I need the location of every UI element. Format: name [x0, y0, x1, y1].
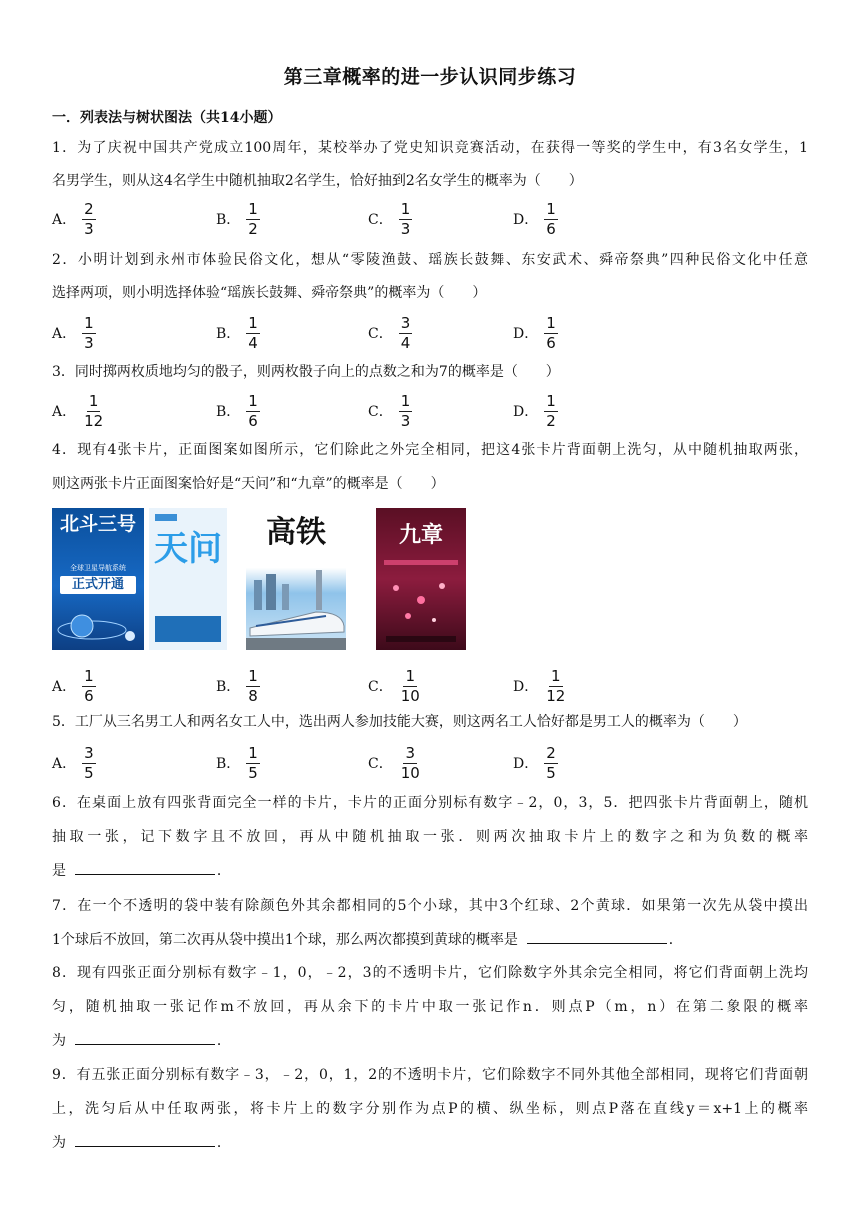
card-beidou	[52, 508, 144, 650]
q6-text-line2: 抽取一张，记下数字且不放回，再从中随机抽取一张．则两次抽取卡片上的数字之和为负数的概率	[52, 829, 808, 845]
section-heading: 一．列表法与树状图法（共14小题）	[52, 110, 282, 126]
q3-text-line1: 3．同时掷两枚质地均匀的骰子，则两枚骰子向上的点数之和为7的概率是（ ）	[52, 364, 560, 380]
q3-option-b[interactable]: B． $\frac{1}{6}$	[216, 391, 258, 430]
fraction: $\frac{1}{8}$	[248, 666, 258, 705]
fraction: $\frac{3}{10}$	[400, 743, 420, 782]
q8-text-line3: 为 ．	[52, 1030, 808, 1051]
fraction: $\frac{1}{3}$	[400, 391, 411, 430]
q8-answer-blank[interactable]	[75, 1030, 215, 1045]
q4-option-a[interactable]: A． $\frac{1}{6}$	[52, 666, 94, 705]
q3-options	[52, 389, 812, 433]
fraction: $\frac{2}{5}$	[546, 743, 556, 782]
q2-option-d[interactable]: D． $\frac{1}{6}$	[513, 313, 556, 352]
q4-text-line2: 则这两张卡片正面图案恰好是“天问”和“九章”的概率是（ ）	[52, 476, 445, 492]
fraction: $\frac{2}{3}$	[84, 199, 94, 238]
q1-option-a[interactable]: A． $\frac{2}{3}$	[52, 199, 94, 238]
q6-text-line3: 是 ．	[52, 860, 808, 881]
card-beidou-title: 北斗三号	[59, 513, 136, 535]
q7-text-line2: 1个球后不放回，第二次再从袋中摸出1个球，那么两次都摸到黄球的概率是 ．	[52, 929, 808, 950]
q7-text-line1: 7．在一个不透明的袋中装有除颜色外其余都相同的5个小球，其中3个红球、2个黄球．如果第一次先从袋中摸出	[52, 898, 808, 914]
card-beidou-subtitle: 全球卫星导航系统	[70, 564, 126, 572]
q1-text-line1: 1．为了庆祝中国共产党成立100周年，某校举办了党史知识竞赛活动，在获得一等奖的学生中，有3名女学生，1	[52, 140, 808, 156]
q4-option-b[interactable]: B． $\frac{1}{8}$	[216, 666, 258, 705]
card-jiuzhang	[376, 508, 466, 650]
fraction: $\frac{1}{3}$	[400, 199, 411, 238]
fraction: $\frac{1}{10}$	[400, 666, 420, 705]
q9-text-line1: 9．有五张正面分别标有数字﹣3，﹣2，0，1，2的不透明卡片，它们除数字不同外其他全部相同，现将它们背面朝	[52, 1067, 808, 1083]
satellite-earth-icon	[52, 508, 144, 650]
q2-option-b[interactable]: B． $\frac{1}{4}$	[216, 313, 258, 352]
fraction: $\frac{3}{4}$	[400, 313, 411, 352]
q6-text-line1: 6．在桌面上放有四张背面完全一样的卡片，卡片的正面分别标有数字﹣2，0，3，5．把四张卡片背面朝上，随机	[52, 795, 808, 811]
q5-option-d[interactable]: D． $\frac{2}{5}$	[513, 743, 556, 782]
q3-option-c[interactable]: C． $\frac{1}{3}$	[368, 391, 411, 430]
fraction: $\frac{1}{6}$	[248, 391, 258, 430]
card-jiuzhang-main: 九章	[398, 522, 443, 548]
fraction: $\frac{1}{5}$	[248, 743, 258, 782]
q4-text-line1: 4．现有4张卡片，正面图案如图所示，它们除此之外完全相同，把这4张卡片背面朝上洗匀，从中随机抽取两张，	[52, 442, 808, 458]
q5-options	[52, 741, 812, 785]
card-gaotie-main: 高铁	[266, 515, 326, 550]
fraction: $\frac{1}{6}$	[546, 313, 556, 352]
q8-text-line1: 8．现有四张正面分别标有数字﹣1，0，﹣2，3的不透明卡片，它们除数字外其余完全相同，将它们背面朝上洗均	[52, 965, 808, 981]
q5-text-line1: 5．工厂从三名男工人和两名女工人中，选出两人参加技能大赛，则这两名工人恰好都是男工人的概率为（ ）	[52, 714, 747, 730]
q2-options	[52, 311, 812, 355]
q1-option-c[interactable]: C． $\frac{1}{3}$	[368, 199, 411, 238]
q3-option-a[interactable]: A． $\frac{1}{12}$	[52, 391, 104, 430]
q9-answer-blank[interactable]	[75, 1132, 215, 1147]
q1-option-b[interactable]: B． $\frac{1}{2}$	[216, 199, 258, 238]
fraction: $\frac{1}{2}$	[546, 391, 556, 430]
fraction: $\frac{1}{12}$	[84, 391, 104, 430]
fraction: $\frac{1}{6}$	[84, 666, 94, 705]
q2-text-line1: 2．小明计划到永州市体验民俗文化，想从“零陵渔鼓、瑶族长鼓舞、东安武术、舜帝祭典”四种民俗文化中任意	[52, 252, 808, 268]
fraction: $\frac{1}{2}$	[248, 199, 258, 238]
q5-option-c[interactable]: C． $\frac{3}{10}$	[368, 743, 420, 782]
q4-card-images	[52, 508, 472, 652]
card-tianwen	[149, 508, 227, 650]
q4-option-d[interactable]: D． $\frac{1}{12}$	[513, 666, 566, 705]
q9-text-line2: 上，洗匀后从中任取两张，将卡片上的数字分别作为点P的横、纵坐标，则点P落在直线y＝x+1上的概率	[52, 1101, 808, 1117]
card-tianwen-main: 天问	[154, 529, 222, 569]
fraction: $\frac{1}{3}$	[84, 313, 94, 352]
card-gaotie	[246, 508, 346, 650]
q1-option-d[interactable]: D． $\frac{1}{6}$	[513, 199, 556, 238]
q6-answer-blank[interactable]	[75, 860, 215, 875]
card-tianwen-footer	[155, 616, 221, 642]
logo-mark	[155, 514, 177, 521]
fraction: $\frac{1}{4}$	[248, 313, 258, 352]
q2-option-a[interactable]: A． $\frac{1}{3}$	[52, 313, 94, 352]
page-title: 第三章概率的进一步认识同步练习	[283, 66, 577, 88]
q2-option-c[interactable]: C． $\frac{3}{4}$	[368, 313, 411, 352]
q8-text-line2: 匀，随机抽取一张记作m不放回，再从余下的卡片中取一张记作n．则点P（m，n）在第二象限的概率	[52, 999, 808, 1015]
fraction: $\frac{1}{6}$	[546, 199, 556, 238]
train-icon	[246, 508, 346, 650]
quantum-lights-icon	[376, 508, 466, 650]
fraction: $\frac{3}{5}$	[84, 743, 94, 782]
q5-option-a[interactable]: A． $\frac{3}{5}$	[52, 743, 94, 782]
q1-text-line2: 名男学生，则从这4名学生中随机抽取2名学生，恰好抽到2名女学生的概率为（ ）	[52, 173, 583, 189]
q3-option-d[interactable]: D． $\frac{1}{2}$	[513, 391, 556, 430]
q5-option-b[interactable]: B． $\frac{1}{5}$	[216, 743, 258, 782]
q4-options	[52, 664, 812, 708]
q9-text-line3: 为 ．	[52, 1132, 808, 1153]
fraction: $\frac{1}{12}$	[546, 666, 566, 705]
q7-answer-blank[interactable]	[527, 929, 667, 944]
q2-text-line2: 选择两项，则小明选择体验“瑶族长鼓舞、舜帝祭典”的概率为（ ）	[52, 285, 487, 301]
card-beidou-main: 正式开通	[60, 576, 136, 594]
q1-options	[52, 197, 812, 241]
q4-option-c[interactable]: C． $\frac{1}{10}$	[368, 666, 420, 705]
